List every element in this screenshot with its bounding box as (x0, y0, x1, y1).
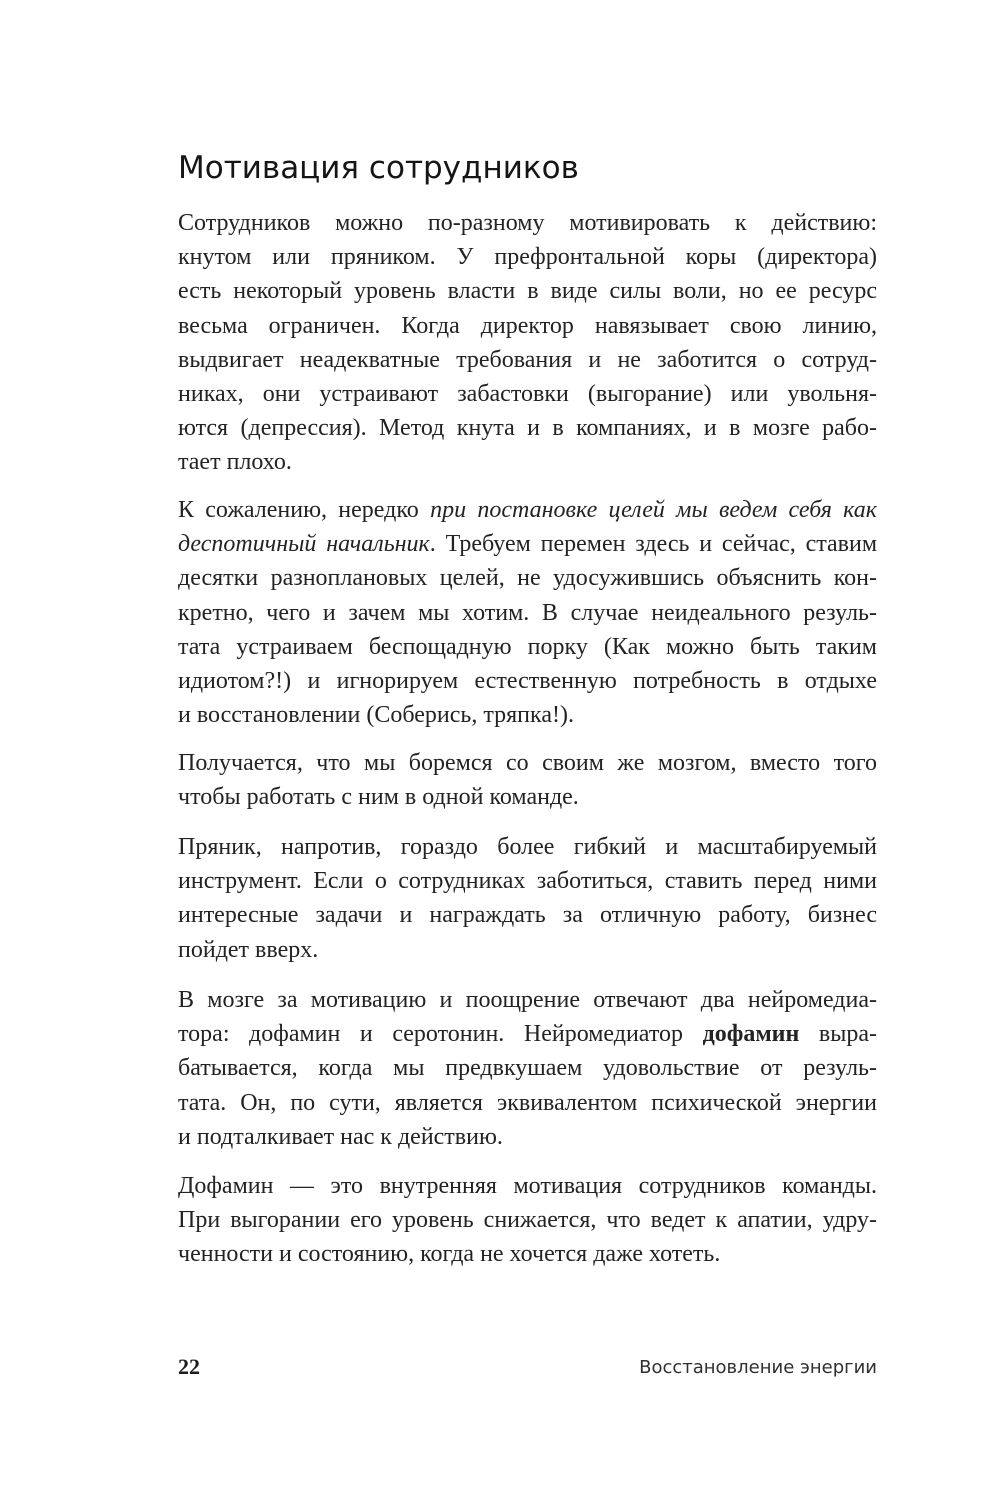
running-title: Восстановление энергии (639, 1357, 877, 1378)
text-line: кретно, чего и зачем мы хотим. В случае неидеального резуль- (178, 599, 877, 626)
paragraph (178, 983, 877, 1154)
text-line: тает плохо. (178, 449, 292, 476)
text-line: Получается, что мы боремся со своим же мозгом, вместо того (178, 750, 877, 776)
text-line (178, 493, 877, 527)
text-line: идиотом?!) и игнорируем естественную потребность в отдыхе (178, 667, 877, 694)
text-line: ченности и состоянию, когда не хочется даже хотеть. (178, 1241, 721, 1268)
paragraph (178, 206, 877, 480)
text-line: Сотрудников можно по-разному мотивировать к действию: (178, 210, 877, 236)
italic-text: при постановке целей мы ведем себя как (430, 497, 877, 523)
text-line: батывается, когда мы предвкушаем удовольствие от резуль- (178, 1055, 877, 1082)
text-line: Дофамин — это внутренняя мотивация сотрудников команды. (178, 1173, 877, 1199)
text-line: При выгорании его уровень снижается, что ведет к апатии, удру- (178, 1207, 877, 1234)
bold-term: дофамин (702, 1021, 800, 1048)
text-run: тора: дофамин и серотонин. Нейромедиатор (178, 1021, 703, 1048)
text-line (178, 527, 877, 561)
page-number: 22 (178, 1354, 200, 1379)
text-line: есть некоторый уровень власти в виде силы воли, но ее ресурс (178, 278, 877, 305)
text-line: десятки разноплановых целей, не удосужившись объяснить кон- (178, 565, 877, 592)
text-line: и восстановлении (Соберись, тряпка!). (178, 702, 574, 729)
paragraph (178, 830, 877, 967)
text-run: выра- (799, 1021, 877, 1048)
text-run: . Требуем перемен здесь и сейчас, ставим (429, 531, 878, 558)
text-line: и подталкивает нас к действию. (178, 1123, 503, 1150)
text-line: тата устраиваем беспощадную порку (Как можно быть таким (178, 633, 877, 660)
text-run: К сожалению, нередко (178, 497, 431, 523)
text-line: В мозге за мотивацию и поощрение отвечают два нейромедиа- (178, 987, 877, 1013)
text-line: инструмент. Если о сотрудниках заботиться, ставить перед ними (178, 868, 877, 895)
text-line: чтобы работать с ним в одной команде. (178, 784, 579, 811)
text-line: интересные задачи и награждать за отличную работу, бизнес (178, 902, 877, 929)
text-line: выдвигает неадекватные требования и не заботится о сотруд- (178, 346, 877, 373)
text-line: весьма ограничен. Когда директор навязывает свою линию, (178, 312, 877, 339)
text-line: кнутом или пряником. У префронтальной коры (директора) (178, 244, 877, 271)
text-line: тата. Он, по сути, является эквивалентом психической энергии (178, 1089, 877, 1116)
text-line: пойдет вверх. (178, 936, 319, 963)
text-line (178, 1017, 877, 1051)
paragraph (178, 746, 877, 814)
text-line: Пряник, напротив, гораздо более гибкий и масштабируемый (178, 834, 877, 860)
section-heading: Мотивация сотрудников (178, 150, 579, 186)
paragraph (178, 1169, 877, 1272)
text-line: ются (депрессия). Метод кнута и в компаниях, и в мозге рабо- (178, 415, 877, 442)
paragraph (178, 493, 877, 732)
text-line: никах, они устраивают забастовки (выгорание) или увольня- (178, 380, 877, 407)
italic-text: деспотичный начальник (178, 531, 430, 558)
